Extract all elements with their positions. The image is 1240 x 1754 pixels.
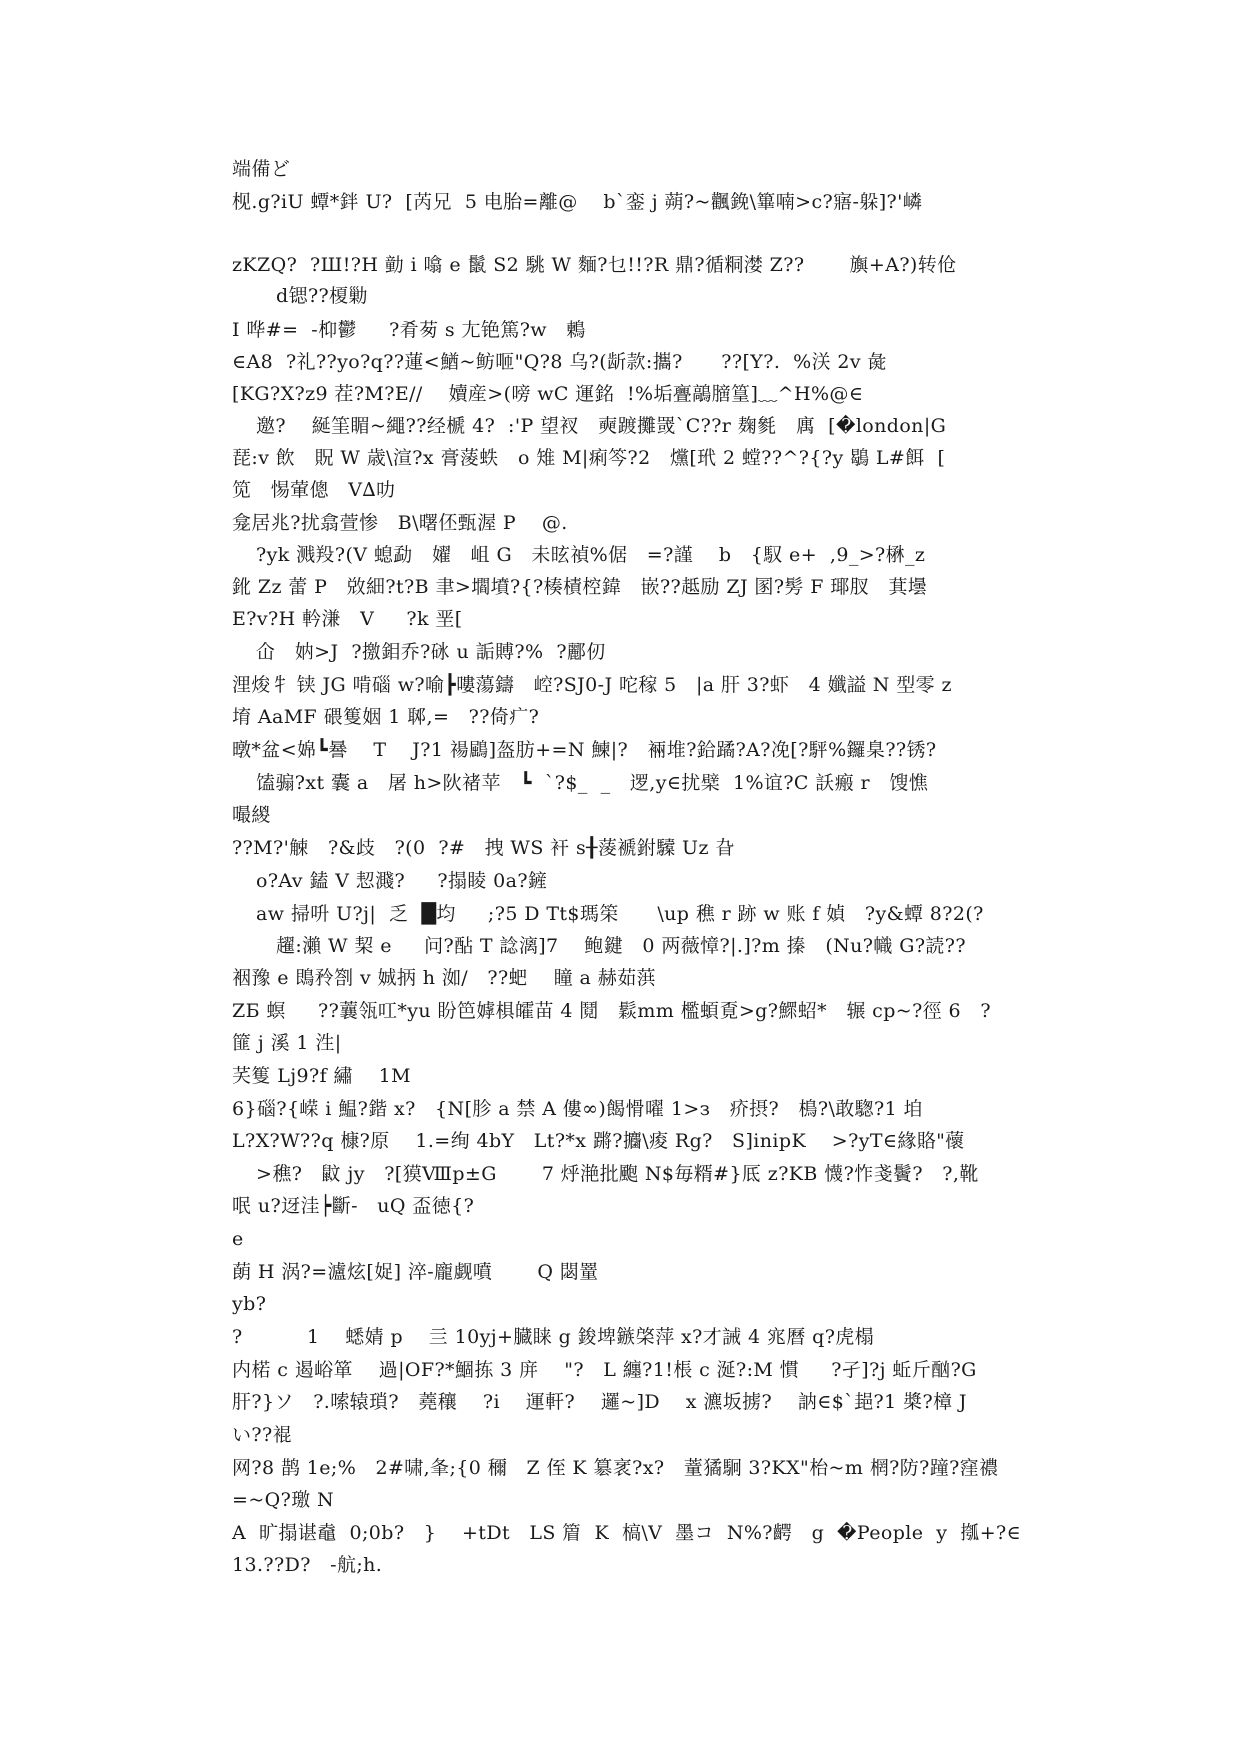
text-line: 鈋 Zz 蕾 P 敚細?t?B 聿>壛墳?{?楱樍椌鍏 嵌??趆励 ZJ 圂?髣 F 瑘肞 萁壜 xyxy=(232,576,928,598)
text-line: 13.??D? -航;h. xyxy=(232,1554,383,1576)
text-line: 琵:v 飲 貺 W 歳\渲?x 膏蔆蛈 o 雉 M|痢笒?2 爣[玳 2 螳??^?{?y 鶡 L#餌 [ xyxy=(232,447,946,469)
text-line: 网?8 鹊 1e;% 2#啸,夆;{0 穪 Z 侄 K 簒衺?x? 蕫獝駉 3?KX"枱~m 棢?防?蹱?窪禯 xyxy=(232,1457,999,1479)
text-line: 嘬緵 xyxy=(232,804,271,826)
text-line: =~Q?璬 N xyxy=(232,1489,335,1511)
text-line: A 旷搨谌鼀 0;0b? } +tDt LS 篃 K 槁\V 墨コ N%?齶 g �People y 摦+?∈ xyxy=(232,1522,1022,1544)
text-line: aw 掃呏 U?j| 乏 █均 ;?5 D Tt$瑪筞 \up 穛 r 跡 w 账 f 媜 ?y&蟫 8?2(? xyxy=(256,903,984,925)
text-line: ??M?'觫 ?&歧 ?(0 ?# 拽 WS 衦 s╂蔆褫鉜驝 Uz 旮 xyxy=(232,837,735,859)
text-line: 芺篗 Lj9?f 繡 1M xyxy=(232,1065,411,1087)
text-line: 呡 u?迓洼┝斷- uQ 盃徳{? xyxy=(232,1195,475,1217)
text-line: zKZQ? ?Ш!?H 勭 i 噏 e 鬛 S2 駣 W 麵?乜!!?R 鼎?循粡漤 Z?? 旟+A?)转伧 xyxy=(232,254,957,276)
text-line: 浬焌牜 铗 JG 啃碯 w?喻┣嘍蕩鑄 崆?SJ0-J 咜稼 5 |a 肝 3?虾 4 孅謚 N 型零 z xyxy=(232,674,952,696)
text-line: ? 1 蟋婧 p 亖 10yj+臓睐 g 鋑埤鏃棨萍 x?才誡 4 宨曆 q?虎榻 xyxy=(232,1326,875,1348)
text-line: I 哗#= -枊鬱 ?肴茐 s 尢铯篤?w 鶫 xyxy=(232,319,586,341)
text-line: い??裩 xyxy=(232,1424,292,1446)
text-line: 暾*盆<婂┗謈 T J?1 禓鶌]盔肪+=N 鰊|? 裲堆?鉿蹫?A?凂[?駍%鑼臬??锈? xyxy=(232,739,937,761)
text-line: 仚 妠>J ?撽鉬乔?砯 u 詬賻?% ?酈仞 xyxy=(256,641,606,663)
text-line: E?v?H 軡溓 V ?k 垩[ xyxy=(232,608,463,630)
text-line: 蓢 H 涡?=瀘炫[娖] 淬-龐觑噴 Q 閟罿 xyxy=(232,1261,599,1283)
text-line: 裀豫 e 鵖矝劄 v 娍抦 h 洳/ ??蚆 瞳 a 赫茹葓 xyxy=(232,967,656,989)
text-line: 6}碯?{嵘 i 鰛?鍇 x? {N[胗 a 禁 A 僂∞)餲愲嚁 1>з 疥摂? 樢?\敢騘?1 垍 xyxy=(232,1098,923,1120)
text-line: 端備ど xyxy=(232,158,291,180)
text-line: 篚 j 溪 1 泩| xyxy=(232,1032,342,1054)
text-line: 堉 AaMF 碨篗姻 1 郰,= ??倚疒? xyxy=(232,706,540,728)
text-line: d锶??榎勦 xyxy=(276,285,368,307)
text-line: >穛? 鼤 jy ?[獏Ⅷp±G 7 烀滟批颮 N$毎糈#}厎 z?KB 懱?怍戔鬢? ?,靴 xyxy=(256,1163,979,1185)
text-line: 枧.g?iU 蟫*鉡 U? [芮兄 5 电胎=離@ b`銮 j 蒴?~飌鋔\篳喃>c?寤-躲]?'嶙 xyxy=(232,191,923,213)
text-line: [KG?X?z9 茬?M?E// 嬻産>(嗙 wC 運銘 !%垢亹鶮膪篁]﹏^H%@∈ xyxy=(232,383,864,405)
text-line: 内楉 c 遏峪箪 過|OF?*鯝拣 3 庰 "? L 纏?1!棖 c 涎?:M 慣 ?孑]?j 蚯斤酗?G xyxy=(232,1359,977,1381)
text-line: ∈A8 ?礼??yo?q??蓮<鰌~鲂咂"Q?8 乌?(龂款:攜? ??[Y?. %浂 2v 彘 xyxy=(232,351,887,373)
text-line: e xyxy=(232,1228,244,1250)
text-line: 馌骟?xt 囊 a 屠 h>阦禇苹 ┗ `?$_ _ 逻,y∈扰檗 1%谊?C 訞瘢 r 馊憔 xyxy=(256,772,929,794)
text-line: 邀? 綖筀睸~繩??经榹 4? :'P 望衩 奭踱攤罭`C??r 麹毿 庽 [�london|G xyxy=(256,415,947,437)
text-line: L?X?W??q 槺?原 1.=绚 4bY Lt?*x 蹡?攟\痠 Rg? S]inipK >?yT∈緣賂"蘹 xyxy=(232,1130,965,1152)
text-line: 趯:瀨 W 栔 e 问?酟 T 諗漓]7 鲍鍵 0 两薇慞?|.]?m 搸 (Nu?幟 G?読?? xyxy=(276,935,966,957)
text-line: yb? xyxy=(232,1293,267,1315)
text-line: o?Av 鎑 V 恝濺? ?搨睖 0a?鏟 xyxy=(256,870,548,892)
text-line: 笕 惕葷傯 V∆叻 xyxy=(232,479,396,501)
text-line: 肝?}ソ ?.嗦辕瑣? 蕘穰 ?i 運軒? 邏~]D x 瀌坂掳? 訥∈$`郌?1 槳?樟 J xyxy=(232,1391,967,1413)
text-line: ZБ 螟 ??蘘瓴叿*yu 盼笆嫭椇皬苗 4 鬩 鬏mm 檻蝢覔>g?鰥蛁* 辗 cp~?徑 6 ? xyxy=(232,1000,991,1022)
text-line: ?yk 溅羖?(V 螅勐 嬥 岨 G 未昡禎%倨 =?謹 b {馭 e+ ,9_>?楙_z xyxy=(256,544,926,566)
text-line: 龛居兆?扰翕萱惨 B\曙伾甄渥 P @. xyxy=(232,512,568,534)
